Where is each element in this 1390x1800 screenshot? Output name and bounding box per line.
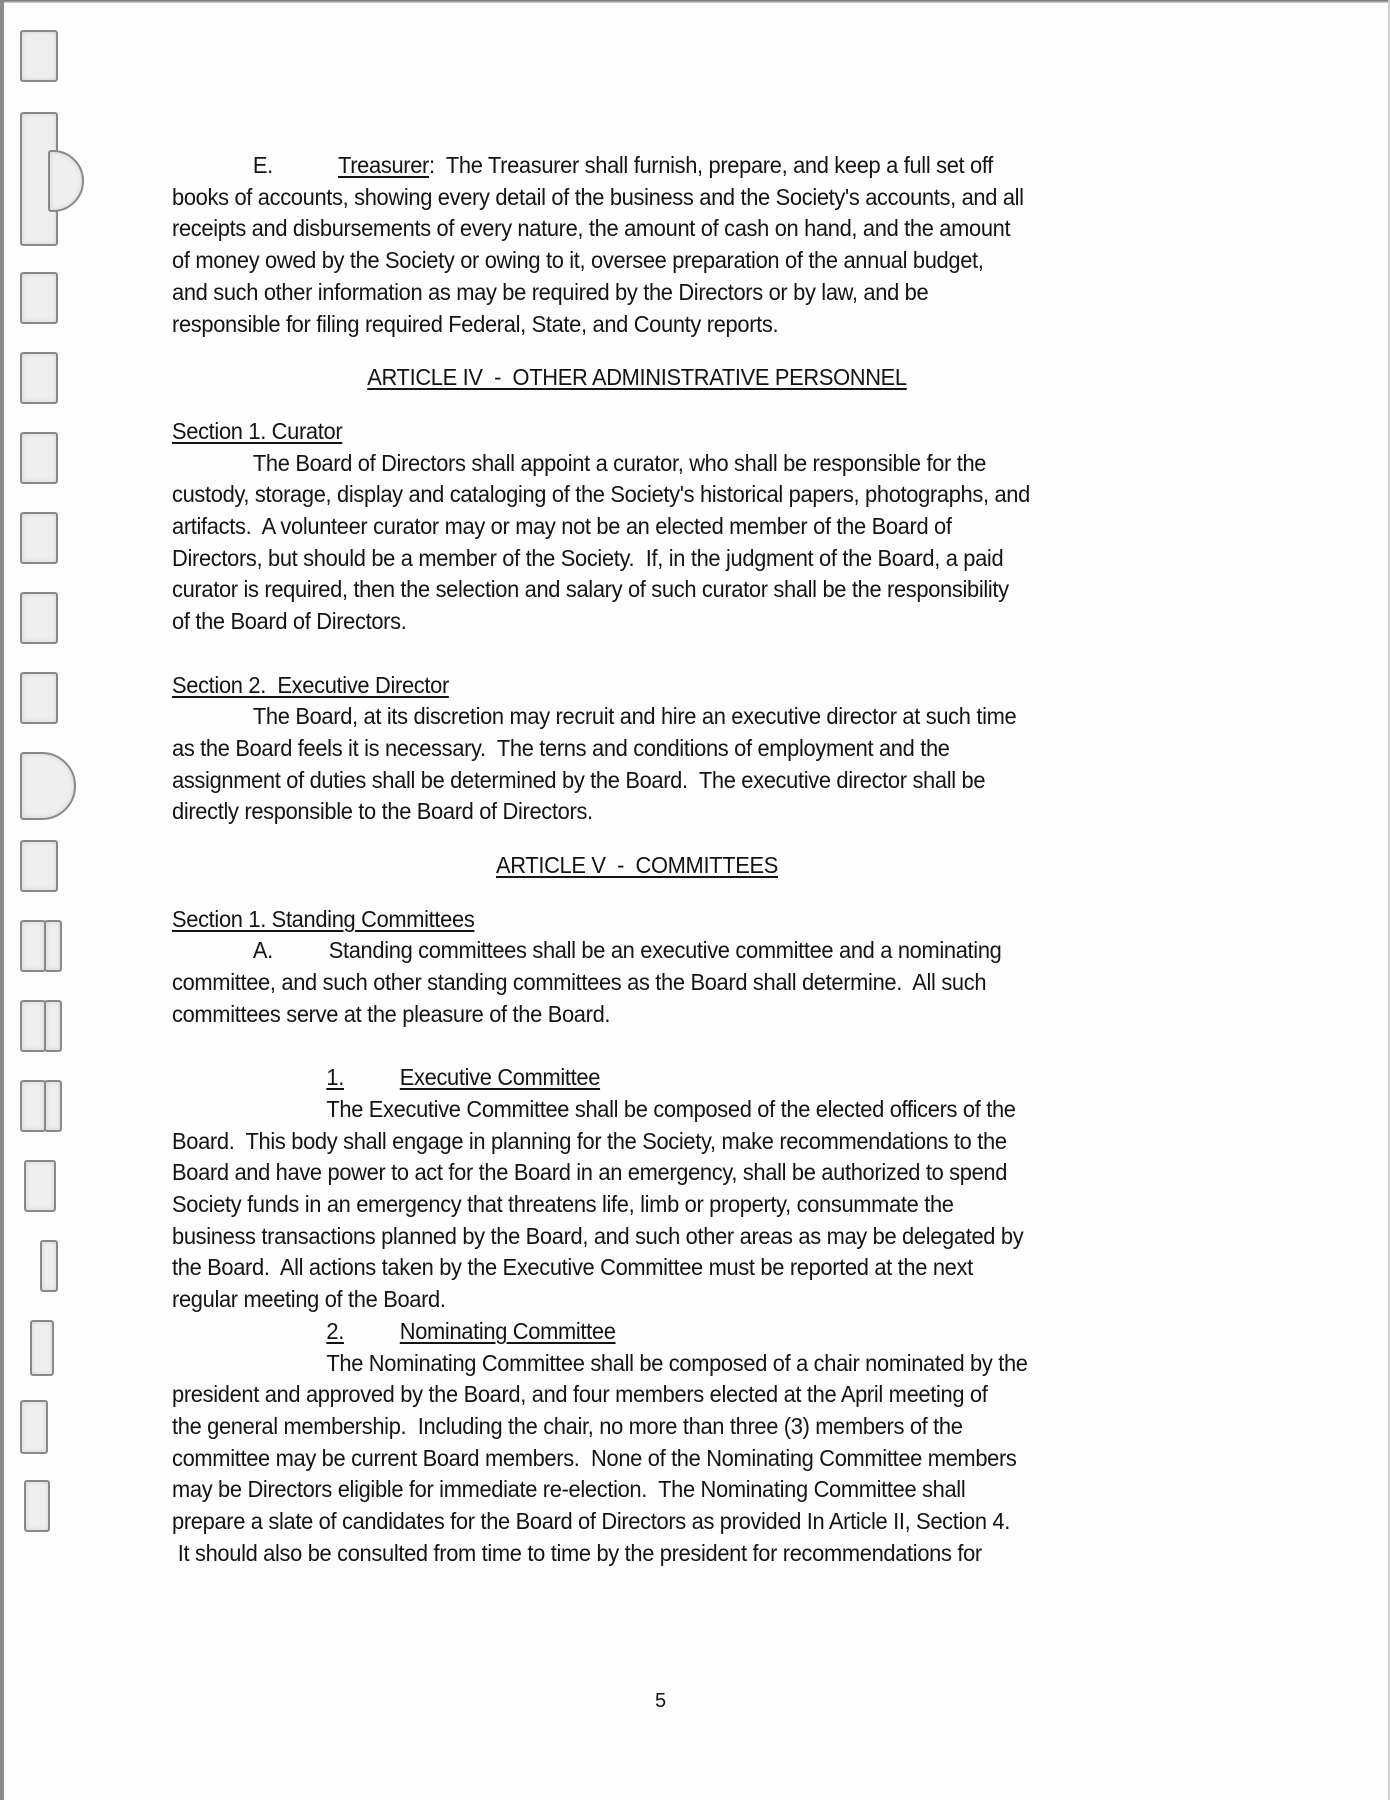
text-line: directly responsible to the Board of Directors. [172,798,593,825]
text-line: The Treasurer shall furnish, prepare, and keep a full set off [445,152,993,178]
binding-hole-icon [20,920,46,972]
text-line: committees serve at the pleasure of the Board. [172,1000,611,1027]
binding-hole-icon [44,920,62,972]
text-line: Board and have power to act for the Board in an emergency, shall be authorized to spend [172,1159,1008,1186]
item-a-paragraph [172,935,1102,967]
treasurer-heading: Treasurer [338,152,430,178]
text-line: Board. This body shall engage in planning for the Society, make recommendations to the [172,1127,1007,1154]
binding-hole-icon [20,30,58,82]
section-heading-text: Section 1. Curator [172,417,343,444]
text-line: the general membership. Including the chair, no more than three (3) members of the [172,1412,963,1439]
binding-hole-icon [20,752,76,820]
text-line: of money owed by the Society or owing to it, oversee preparation of the annual budget, [172,247,984,274]
subheading-number: 1. [326,1064,344,1091]
text-line: may be Directors eligible for immediate re-election. The Nominating Committee shall [172,1476,966,1503]
subheading-text [326,1318,615,1344]
text-line: regular meeting of the Board. [172,1286,446,1313]
binding-hole-icon [20,1000,46,1052]
binding-hole-icon [44,1080,62,1132]
text-line: Directors, but should be a member of the Society. If, in the judgment of the Board, a paid [172,544,1004,571]
scan-top-edge [0,0,1390,3]
section-heading-executive-director [172,670,1102,702]
binding-hole-icon [20,1400,48,1454]
text-line: Society funds in an emergency that threatens life, limb or property, consummate the [172,1191,954,1218]
binding-hole-icon [48,150,84,212]
text-line: The Nominating Committee shall be composed of a chair nominated by the [326,1349,1028,1376]
binding-hole-icon [44,1000,62,1052]
text-line: and such other information as may be required by the Directors or by law, and be [172,278,929,305]
text-line: committee, and such other standing committees as the Board shall determine. All such [172,969,987,996]
text-line: The Board, at its discretion may recruit and hire an executive director at such time [252,703,1017,730]
binding-hole-icon [20,512,58,564]
binding-hole-icon [24,1480,50,1532]
text-line: as the Board feels it is necessary. The terns and conditions of employment and the [172,734,950,761]
text-line: books of accounts, showing every detail of the business and the Society's accounts, and all [172,183,1024,210]
text-line: president and approved by the Board, and four members elected at the April meeting of [172,1381,988,1408]
binding-hole-icon [24,1160,56,1212]
subheading-label: Nominating Committee [399,1317,616,1344]
binding-hole-icon [20,272,58,324]
subheading-executive-committee [172,1062,1102,1094]
document-page [172,150,1102,1570]
subheading-label: Executive Committee [399,1064,601,1091]
article-iv-title [172,362,1102,394]
text-line: business transactions planned by the Board, and such other areas as may be delegated by [172,1222,1024,1249]
binding-hole-icon [40,1240,58,1292]
text-line: responsible for filing required Federal, State, and County reports. [172,310,779,337]
subheading-number: 2. [326,1317,344,1344]
scan-left-edge [0,0,4,1800]
item-letter: E. [252,152,273,178]
section-heading-curator [172,416,1102,448]
text-line: receipts and disbursements of every nature, the amount of cash on hand, and the amount [172,215,1011,242]
subheading-text [326,1064,600,1090]
section-heading-standing-committees [172,904,1102,936]
article-title-text: ARTICLE IV - OTHER ADMINISTRATIVE PERSONNEL [367,364,907,391]
text-line: assignment of duties shall be determined by the Board. The executive director shall be [172,766,986,793]
binding-hole-icon [20,1080,46,1132]
binding-hole-icon [20,592,58,644]
text-line: committee may be current Board members. None of the Nominating Committee members [172,1444,1017,1471]
text-line: It should also be consulted from time to time by the president for recommendations for [172,1539,982,1566]
binding-hole-icon [20,432,58,484]
text-line: prepare a slate of candidates for the Board of Directors as provided In Article II, Section 4. [172,1508,1011,1535]
article-v-title [172,850,1102,882]
text-line: The Executive Committee shall be composed of the elected officers of the [326,1095,1016,1122]
heading-colon: : [429,152,435,178]
text-line: custody, storage, display and cataloging of the Society's historical papers, photographs, and [172,481,1030,508]
text-line: of the Board of Directors. [172,608,407,635]
section-heading-text: Section 1. Standing Committees [172,905,475,932]
binding-hole-icon [20,352,58,404]
text-line: artifacts. A volunteer curator may or may not be an elected member of the Board of [172,513,952,540]
binding-hole-icon [20,840,58,892]
text-line: the Board. All actions taken by the Executive Committee must be reported at the next [172,1254,973,1281]
text-line: The Board of Directors shall appoint a curator, who shall be responsible for the [252,449,987,476]
text-line: Standing committees shall be an executive committee and a nominating [328,937,1002,964]
treasurer-paragraph [172,150,1102,182]
text-line: curator is required, then the selection and salary of such curator shall be the responsibility [172,576,1009,603]
subheading-nominating-committee [172,1316,1102,1348]
page-number: 5 [655,1690,667,1712]
article-title-text: ARTICLE V - COMMITTEES [495,852,778,879]
section-heading-text: Section 2. Executive Director [172,671,449,698]
item-letter: A. [252,937,273,964]
binding-hole-icon [30,1320,54,1376]
binding-hole-icon [20,672,58,724]
